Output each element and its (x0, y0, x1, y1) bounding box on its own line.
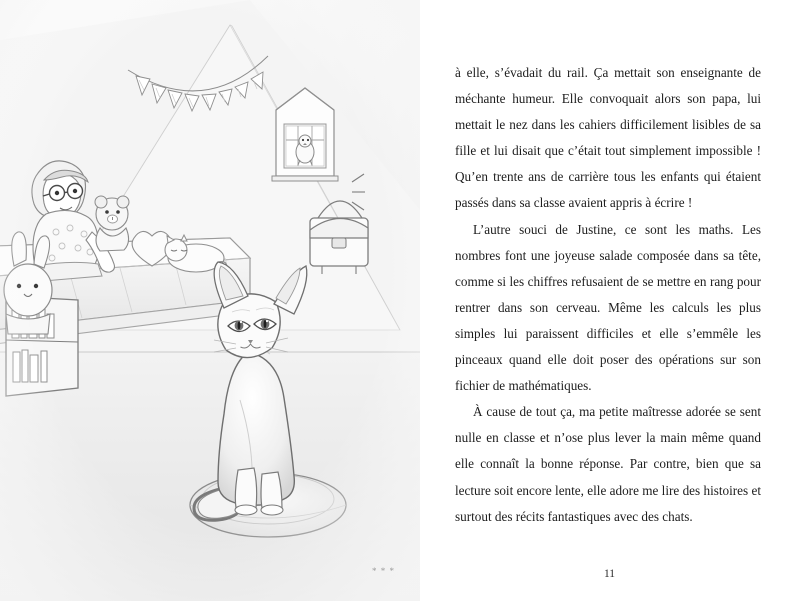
illustration-signature: * * * (372, 566, 395, 576)
paragraph-1: à elle, s’évadait du rail. Ça mettait son enseignante de méchante humeur. Elle convoquait alors son papa, lui mettait le nez dans les cahiers difficilement lisibles de sa fille et lui disait que c’était tout simplement impossible ! Qu’en trente ans de carrière tous les enfants qui étaient passés dans sa classe avaient appris à écrire ! (455, 65, 761, 211)
body-text (455, 60, 761, 530)
paragraph-2: L’autre souci de Justine, ce sont les maths. Les nombres font une joyeuse salade composée dans sa tête, comme si les chiffres refusaient de se mettre en rang pour rentrer dans son cerveau. Même les calculs les plus simples lui paraissent difficiles et elle s’emmêle les pinceaux quand elle doit poser des opérations sur son fichier de mathématiques. (455, 221, 761, 394)
page-number: 11 (603, 568, 616, 580)
paragraph-3: À cause de tout ça, ma petite maîtresse adorée se sent nulle en classe et n’ose plus lever la main même quand elle connaît la bonne réponse. Par contre, bien que sa lecture soit encore lente, elle adore me lire des histoires et surtout des récits fantastiques avec des chats. (455, 404, 761, 524)
right-page-text (420, 0, 799, 601)
